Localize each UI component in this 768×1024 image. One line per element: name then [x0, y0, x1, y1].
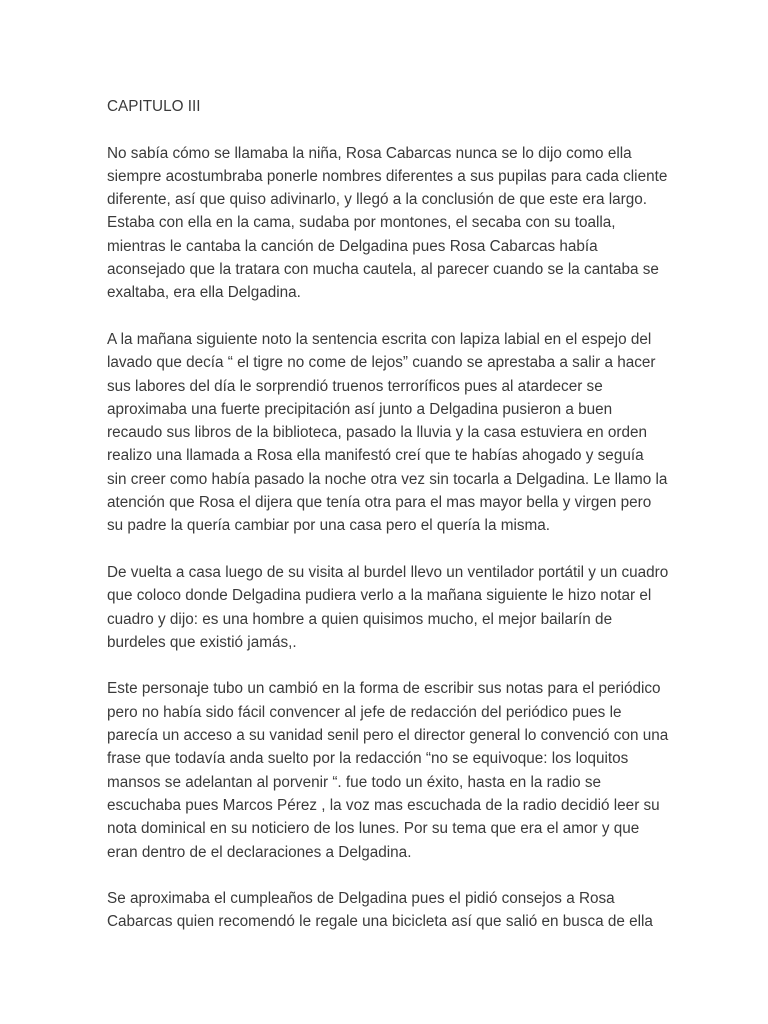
paragraph-line: A la mañana siguiente noto la sentencia escrita con lapiza labial en el espejo del — [107, 330, 652, 348]
paragraph-line: mientras le cantaba la canción de Delgadina pues Rosa Cabarcas había — [107, 237, 598, 255]
paragraph-line: realizo una llamada a Rosa ella manifestó creí que te habías ahogado y seguía — [107, 447, 644, 465]
paragraph — [107, 328, 667, 538]
paragraph-line: lavado que decía “ el tigre no come de lejos” cuando se aprestaba a salir a hacer — [107, 354, 656, 372]
paragraph-line: pero no había sido fácil convencer al jefe de redacción del periódico pues le — [107, 703, 622, 721]
document-page — [107, 95, 667, 957]
paragraph — [107, 561, 667, 654]
paragraph-line: escuchaba pues Marcos Pérez , la voz mas escuchada de la radio decidió leer su — [107, 796, 660, 814]
paragraph-line: parecía un acceso a su vanidad senil pero el director general lo convenció con una — [107, 727, 669, 745]
paragraph-line: Se aproximaba el cumpleaños de Delgadina pues el pidió consejos a Rosa — [107, 890, 615, 908]
paragraph-line: No sabía cómo se llamaba la niña, Rosa Cabarcas nunca se lo dijo como ella — [107, 144, 632, 162]
paragraph-line: eran dentro de el declaraciones a Delgadina. — [107, 843, 412, 861]
paragraph-line: diferente, así que quiso adivinarlo, y llegó a la conclusión de que este era largo. — [107, 191, 647, 209]
paragraph-line: que coloco donde Delgadina pudiera verlo a la mañana siguiente le hizo notar el — [107, 587, 652, 605]
paragraph-line: atención que Rosa el dijera que tenía otra para el mas mayor bella y virgen pero — [107, 494, 652, 512]
paragraph-line: De vuelta a casa luego de su visita al burdel llevo un ventilador portátil y un cuadro — [107, 563, 669, 581]
paragraph-line: Cabarcas quien recomendó le regale una bicicleta así que salió en busca de ella — [107, 913, 653, 931]
paragraph-line: exaltaba, era ella Delgadina. — [107, 284, 301, 302]
paragraph-line: frase que todavía anda suelto por la redacción “no se equivoque: los loquitos — [107, 750, 629, 768]
paragraph-line: nota dominical en su noticiero de los lunes. Por su tema que era el amor y que — [107, 820, 640, 838]
paragraph-line: Estaba con ella en la cama, sudaba por montones, el secaba con su toalla, — [107, 214, 616, 232]
paragraph-line: siempre acostumbraba ponerle nombres diferentes a sus pupilas para cada cliente — [107, 167, 668, 185]
paragraph-line: burdeles que existió jamás,. — [107, 633, 297, 651]
paragraph — [107, 887, 667, 934]
document-body — [107, 142, 667, 934]
paragraph — [107, 677, 667, 863]
chapter-heading: CAPITULO III — [107, 98, 201, 115]
paragraph-line: mansos se adelantan al porvenir “. fue todo un éxito, hasta en la radio se — [107, 773, 602, 791]
paragraph-line: aproximaba una fuerte precipitación así junto a Delgadina pusieron a buen — [107, 400, 613, 418]
paragraph-line: cuadro y dijo: es una hombre a quien quisimos mucho, el mejor bailarín de — [107, 610, 613, 628]
paragraph-line: su padre la quería cambiar por una casa pero el quería la misma. — [107, 517, 550, 535]
paragraph-line: aconsejado que la tratara con mucha cautela, al parecer cuando se la cantaba se — [107, 261, 659, 279]
paragraph-line: sus labores del día le sorprendió truenos terroríficos pues al atardecer se — [107, 377, 603, 395]
paragraph — [107, 142, 667, 305]
paragraph-line: Este personaje tubo un cambió en la forma de escribir sus notas para el periódico — [107, 680, 661, 698]
paragraph-line: sin creer como había pasado la noche otra vez sin tocarla a Delgadina. Le llamo la — [107, 470, 668, 488]
paragraph-line: recaudo sus libros de la biblioteca, pasado la lluvia y la casa estuviera en orden — [107, 424, 647, 442]
